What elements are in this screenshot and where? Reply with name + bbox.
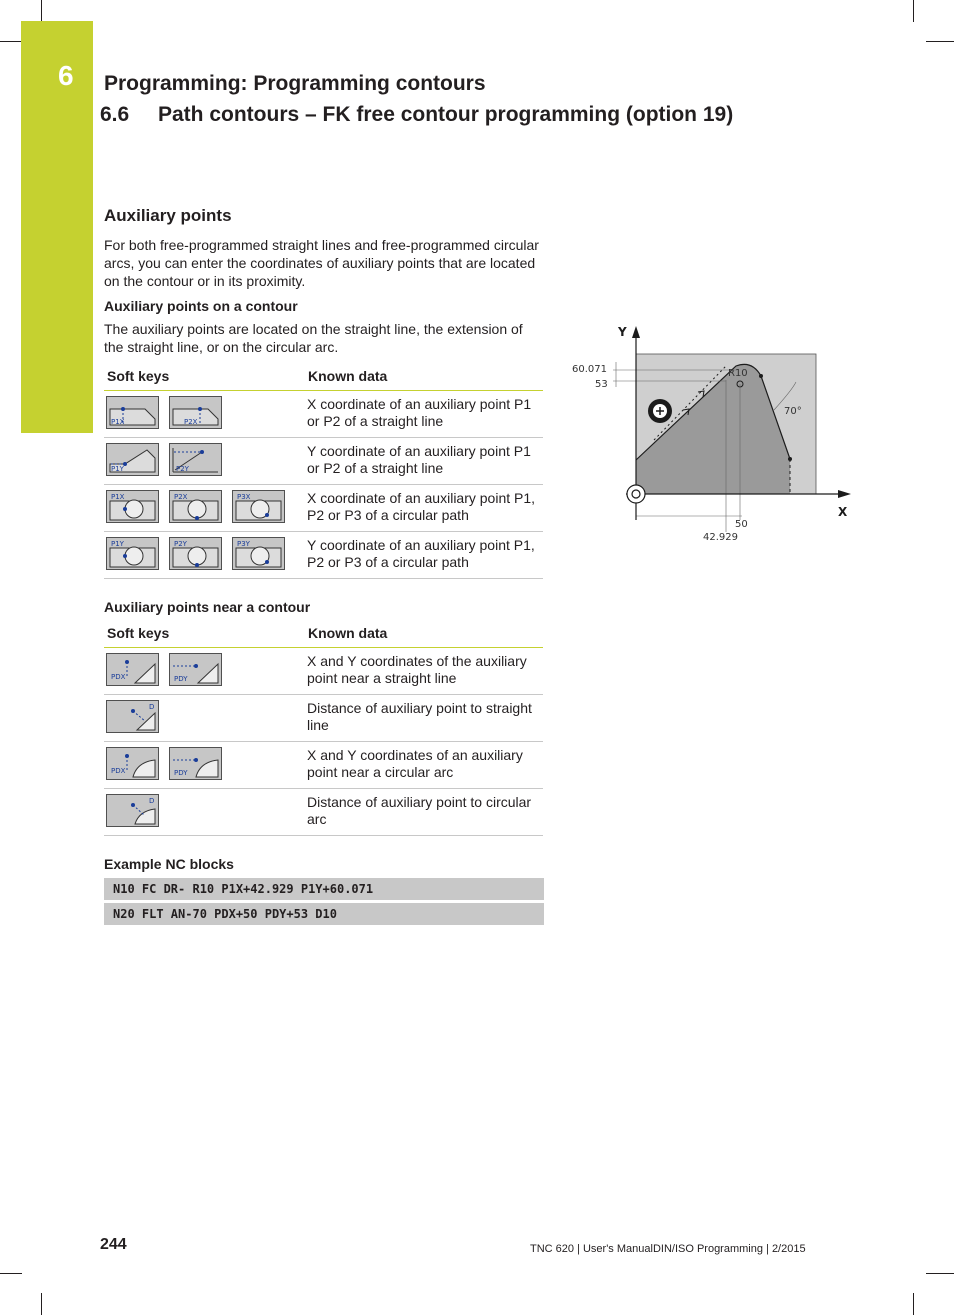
dimension-label: 53 — [595, 379, 608, 390]
known-data-cell: X and Y coordinates of the auxiliary point near a straight line — [305, 648, 543, 695]
softkey-p1x-arc[interactable] — [106, 490, 159, 523]
contour-diagram — [566, 320, 856, 550]
crop-mark — [0, 1273, 22, 1274]
chapter-title: Programming: Programming contours — [104, 72, 486, 95]
softkey-pdx-arc[interactable] — [106, 747, 159, 780]
page-heading: Auxiliary points — [104, 206, 232, 225]
softkey-label: P2Y — [176, 465, 189, 473]
softkey-p2y-arc[interactable] — [169, 537, 222, 570]
on-contour-table — [104, 364, 543, 579]
nc-block-line: N10 FC DR- R10 P1X+42.929 P1Y+60.071 — [104, 878, 544, 900]
origin-icon — [627, 485, 645, 503]
on-contour-paragraph: The auxiliary points are located on the straight line, the extension of the straight line, or on the circular arc. — [104, 321, 523, 355]
known-data-cell: Distance of auxiliary point to straight line — [305, 695, 543, 742]
subheading-example: Example NC blocks — [104, 856, 234, 872]
softkey-label: D — [149, 797, 155, 805]
axis-label-y: Y — [618, 325, 627, 339]
x-axis-arrow-icon — [838, 490, 851, 498]
radius-label: R10 — [728, 368, 748, 379]
section-number: 6.6 — [100, 103, 130, 126]
subheading-near-contour: Auxiliary points near a contour — [104, 599, 311, 615]
nc-block-line: N20 FLT AN-70 PDX+50 PDY+53 D10 — [104, 903, 544, 925]
crop-mark — [913, 1293, 914, 1315]
table-row — [104, 789, 543, 836]
milling-tool-icon — [648, 399, 672, 423]
softkey-p2y[interactable] — [169, 443, 222, 476]
softkey-pdy-arc[interactable] — [169, 747, 222, 780]
softkey-label: P2Y — [174, 540, 187, 548]
softkey-p1y-arc[interactable] — [106, 537, 159, 570]
section-title-text: Path contours – FK free contour programming (option 19) — [158, 103, 734, 126]
softkey-label: P1X — [111, 493, 125, 501]
softkey-p1y[interactable] — [106, 443, 159, 476]
column-header-known-data: Known data — [305, 621, 543, 648]
softkey-label: P1Y — [111, 465, 124, 473]
table-row — [104, 438, 543, 485]
softkey-label: P2X — [184, 418, 198, 426]
known-data-cell: X coordinate of an auxiliary point P1, P2 or P3 of a circular path — [305, 485, 543, 532]
table-row — [104, 391, 543, 438]
softkey-p3x-arc[interactable] — [232, 490, 285, 523]
table-row — [104, 532, 543, 579]
crop-mark — [913, 0, 914, 22]
crop-mark — [41, 0, 42, 22]
page-number: 244 — [100, 1236, 127, 1253]
intro-paragraph: For both free-programmed straight lines and free-programmed circular arcs, you can enter the coordinates of auxiliary points that are located on the contour or in its proximity. — [104, 237, 539, 289]
softkey-p2x-arc[interactable] — [169, 490, 222, 523]
table-row — [104, 742, 543, 789]
softkey-label: P3Y — [237, 540, 250, 548]
angle-label: 70° — [784, 406, 802, 417]
known-data-cell: Y coordinate of an auxiliary point P1 or P2 of a straight line — [305, 438, 543, 485]
known-data-cell: X and Y coordinates of an auxiliary point near a circular arc — [305, 742, 543, 789]
crop-mark — [41, 1293, 42, 1315]
softkey-label: P1X — [111, 418, 125, 426]
footer-info: TNC 620 | User's ManualDIN/ISO Programming | 2/2015 — [530, 1243, 806, 1255]
softkey-p3y-arc[interactable] — [232, 537, 285, 570]
table-row — [104, 648, 543, 695]
column-header-known-data: Known data — [305, 364, 543, 391]
contour-point — [788, 457, 792, 461]
softkey-p2x[interactable] — [169, 396, 222, 429]
crop-mark — [0, 41, 22, 42]
softkey-pdx[interactable] — [106, 653, 159, 686]
chapter-tab — [21, 21, 93, 433]
section-title — [100, 103, 733, 127]
softkey-label: P3X — [237, 493, 251, 501]
subheading-on-contour: Auxiliary points on a contour — [104, 298, 298, 314]
crop-mark — [926, 41, 954, 42]
axis-label-x: X — [838, 505, 848, 519]
known-data-cell: X coordinate of an auxiliary point P1 or P2 of a straight line — [305, 391, 543, 438]
softkey-label: PDY — [174, 675, 188, 683]
softkey-d-arc[interactable] — [106, 794, 159, 827]
softkey-label: P1Y — [111, 540, 124, 548]
main-content — [104, 206, 544, 928]
softkey-label: D — [149, 703, 155, 711]
column-header-soft-keys: Soft keys — [104, 364, 305, 391]
softkey-label: PDX — [111, 767, 126, 775]
table-row — [104, 485, 543, 532]
dimension-label: 60.071 — [572, 364, 607, 375]
softkey-label: PDY — [174, 769, 188, 777]
column-header-soft-keys: Soft keys — [104, 621, 305, 648]
known-data-cell: Distance of auxiliary point to circular arc — [305, 789, 543, 836]
contour-point — [759, 374, 763, 378]
chapter-number: 6 — [58, 60, 74, 91]
known-data-cell: Y coordinate of an auxiliary point P1, P2 or P3 of a circular path — [305, 532, 543, 579]
softkey-d-line[interactable] — [106, 700, 159, 733]
y-axis-arrow-icon — [632, 326, 640, 338]
dimension-label: 50 — [735, 519, 748, 530]
softkey-label: P2X — [174, 493, 188, 501]
table-row — [104, 695, 543, 742]
crop-mark — [926, 1273, 954, 1274]
softkey-pdy[interactable] — [169, 653, 222, 686]
softkey-p1x[interactable] — [106, 396, 159, 429]
near-contour-table — [104, 621, 543, 836]
softkey-label: PDX — [111, 673, 126, 681]
dimension-label: 42.929 — [703, 532, 738, 543]
